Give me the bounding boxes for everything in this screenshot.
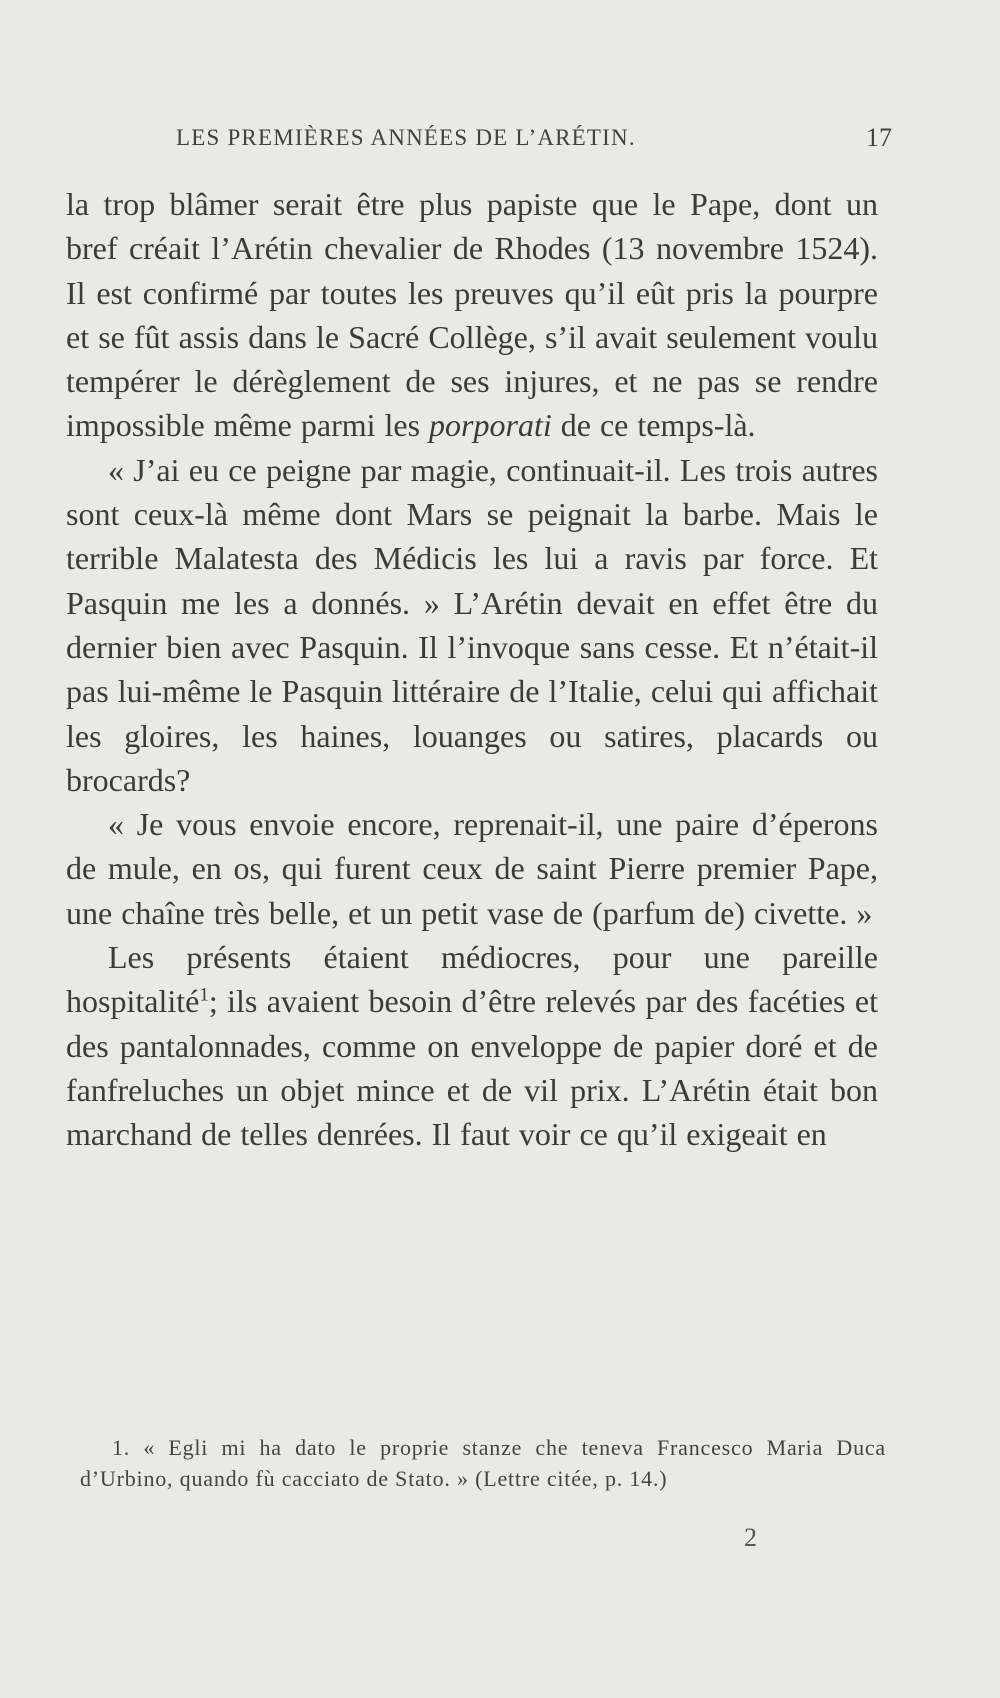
- paragraph-2: « J’ai eu ce peigne par magie, continuait-il. Les trois autres sont ceux-là même dont Mars se peignait la barbe. Mais le terrible Malatesta des Médicis les lui a ravis par force. Et Pasquin me les a donnés. » L’Arétin devait en effet être du dernier bien avec Pasquin. Il l’invoque sans cesse. Et n’était-il pas lui-même le Pasquin littéraire de l’Italie, celui qui affichait les gloires, les haines, louanges ou satires, placards ou brocards?: [66, 451, 878, 798]
- paragraph-1-text-b: de ce temps-là.: [551, 407, 756, 444]
- paragraph-4-text-a: Les présents étaient médiocres, pour une pareille hospitalité: [66, 939, 878, 1020]
- footnote-reference: 1: [199, 984, 209, 1006]
- paragraph-3: « Je vous envoie encore, reprenait-il, une paire d’éperons de mule, en os, qui furent ceux de saint Pierre premier Pape, une chaîne très belle, et un petit vase de (parfum de) civette. »: [66, 806, 878, 931]
- main-text: [66, 182, 878, 1157]
- page-header: [176, 122, 892, 158]
- signature-mark: 2: [744, 1523, 757, 1552]
- paragraph-4-text-b: ; ils avaient besoin d’être relevés par des facéties et des pantalonnades, comme on enveloppe de papier doré et de fanfreluches un objet mince et de vil prix. L’Arétin était bon marchand de telles denrées. Il faut voir ce qu’il exigeait en: [66, 983, 878, 1153]
- paragraph-4: [66, 935, 878, 1156]
- page-number: 17: [866, 123, 892, 152]
- paragraph-1: [66, 182, 878, 448]
- paragraph-1-text-a: la trop blâmer serait être plus papiste que le Pape, dont un bref créait l’Arétin chevalier de Rhodes (13 novembre 1524). Il est confirmé par toutes les preuves qu’il eût pris la pourpre et se fût assis dans le Sacré Collège, s’il avait seulement voulu tempérer le dérèglement de ses injures, et ne pas se rendre impossible même parmi les: [66, 186, 878, 444]
- running-title: LES PREMIÈRES ANNÉES DE L’ARÉTIN.: [176, 125, 636, 150]
- footnote: [80, 1432, 886, 1494]
- italic-term: porporati: [429, 407, 552, 444]
- footnote-text: 1. « Egli mi ha dato le proprie stanze che teneva Francesco Maria Duca d’Urbino, quando fù cacciato de Stato. » (Lettre citée, p. 14.): [80, 1435, 886, 1491]
